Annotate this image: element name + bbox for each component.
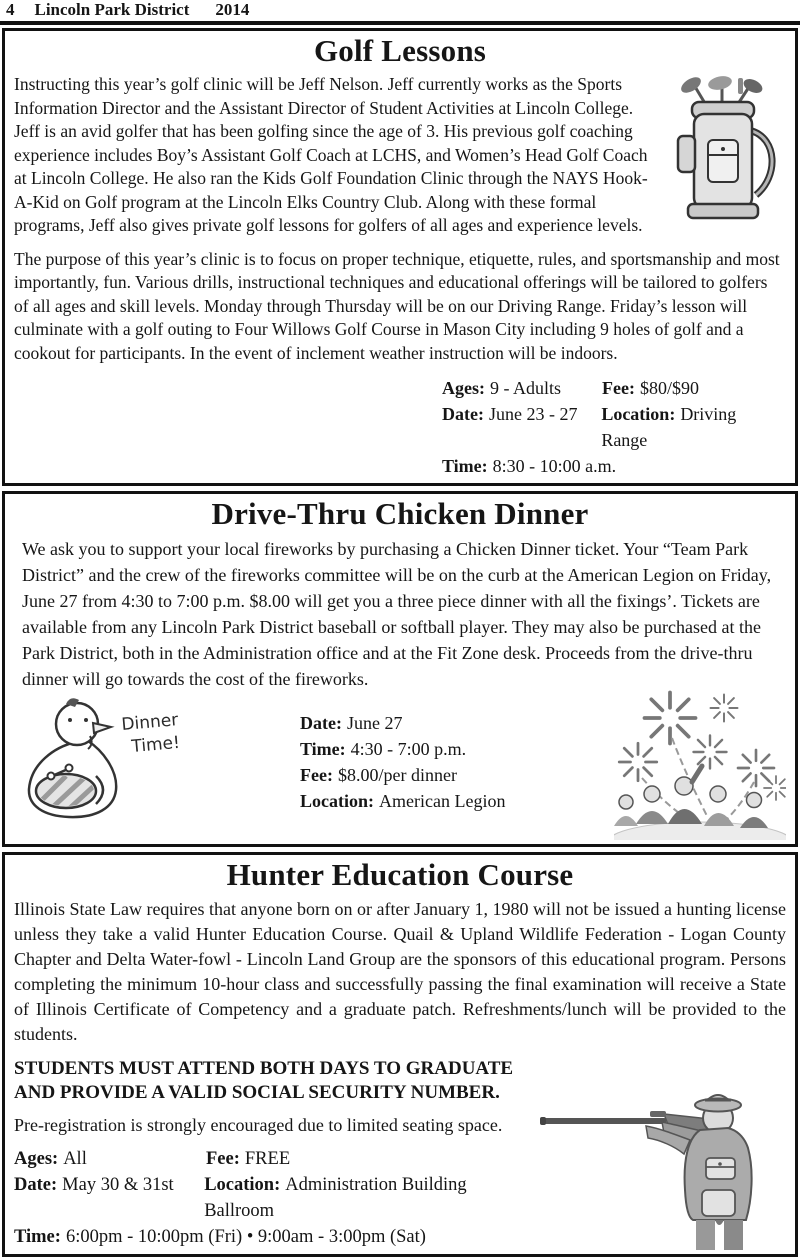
golf-detail-row — [442, 375, 786, 401]
hunter-detail-row — [14, 1146, 538, 1172]
hunter-time-label: Time: — [14, 1227, 61, 1247]
year-label: 2014 — [215, 0, 250, 19]
dinner-detail-row — [300, 788, 505, 814]
section-hunter-education — [2, 852, 798, 1257]
dinner-location-value: American Legion — [379, 791, 506, 811]
hunter-date-value: May 30 & 31st — [62, 1175, 174, 1195]
dinner-paragraph: We ask you to support your local fireworks by purchasing a Chicken Dinner ticket. Your “Team Park District” and the crew of the fireworks committee will be on the curb at the American Legion on Friday, June 27 from 4:30 to 7:00 p.m. $8.00 will get you a three piece dinner with all the fixings’. Tickets are available from any Lincoln Park District baseball or softball player. They may also be purchased at the Park District, both in the Administration office and at the Fit Zone desk. Proceeds from the drive-thru dinner will go towards the cost of the fireworks. — [22, 539, 772, 689]
dinner-speech-line2: Time! — [130, 732, 181, 757]
dinner-time-value: 4:30 - 7:00 p.m. — [350, 739, 467, 759]
golf-date-value: June 23 - 27 — [488, 404, 578, 424]
dinner-detail-row — [300, 710, 505, 736]
dinner-location-label: Location: — [300, 791, 374, 811]
hunter-fee-value: FREE — [244, 1149, 291, 1169]
page-number: 4 — [6, 0, 15, 19]
hunter-paragraph: Illinois State Law requires that anyone born on or after January 1, 1980 will not be issued a hunting license unless they take a valid Hunter Education Course. Quail & Upland Wildlife Federation - Logan County Chapter and Delta Water-fowl - Lincoln Land Group are the sponsors of this educational program. Persons completing the minimum 10-hour class and successfully passing the final examination will receive a State of Illinois Certificate of Competency and a graduate patch. Refreshments/lunch will be provided to the students. — [14, 899, 786, 1044]
golf-bag-icon — [664, 75, 786, 225]
dinner-detail-row — [300, 762, 505, 788]
hunter-ages-label: Ages: — [14, 1149, 59, 1169]
page-header — [0, 0, 800, 25]
hunter-left-column — [14, 1055, 538, 1250]
dinner-fee-value: $8.00/per dinner — [337, 765, 457, 785]
section-chicken-dinner — [2, 491, 798, 847]
dinner-date-label: Date: — [300, 713, 342, 733]
golf-time-value: 8:30 - 10:00 a.m. — [492, 456, 617, 476]
dinner-bottom-row — [14, 694, 786, 840]
dinner-detail-row — [300, 736, 505, 762]
hunter-time-value: 6:00pm - 10:00pm (Fri) • 9:00am - 3:00pm (Sat) — [65, 1227, 426, 1247]
hunter-bottom-row — [14, 1055, 786, 1250]
golf-details — [442, 375, 786, 479]
golf-fee-value: $80/$90 — [639, 378, 699, 398]
golf-fee-label: Fee: — [602, 378, 635, 398]
golf-detail-row — [442, 453, 786, 479]
hunter-ages-value: All — [63, 1149, 87, 1169]
hunter-date-label: Date: — [14, 1175, 58, 1195]
dinner-fee-label: Fee: — [300, 765, 333, 785]
hunter-section-title: Hunter Education Course — [226, 857, 574, 892]
golf-date-label: Date: — [442, 404, 484, 424]
golf-detail-row — [442, 401, 786, 453]
dinner-date-value: June 27 — [346, 713, 403, 733]
hunter-location-value: Administration Building Ballroom — [204, 1175, 467, 1221]
hunter-shooter-icon — [538, 1078, 786, 1250]
golf-ages-label: Ages: — [442, 378, 485, 398]
dinner-details — [300, 710, 505, 814]
section-golf-lessons — [2, 28, 798, 486]
fireworks-crowd-icon — [614, 690, 786, 840]
hunter-notice: STUDENTS MUST ATTEND BOTH DAYS TO GRADUATE AND PROVIDE A VALID SOCIAL SECURITY NUMBER. — [14, 1058, 514, 1103]
golf-location-label: Location: — [601, 404, 676, 424]
hunter-detail-row — [14, 1172, 538, 1224]
chicken-dinner-time-icon — [14, 694, 214, 820]
hunter-location-label: Location: — [204, 1175, 281, 1195]
dinner-speech-line1: Dinner — [120, 710, 180, 735]
hunter-fee-label: Fee: — [206, 1149, 240, 1169]
golf-section-title: Golf Lessons — [313, 33, 487, 68]
golf-ages-value: 9 - Adults — [490, 378, 562, 398]
district-title: Lincoln Park District — [34, 0, 190, 19]
dinner-section-title: Drive-Thru Chicken Dinner — [211, 496, 589, 531]
golf-paragraph-intro: Instructing this year’s golf clinic will be Jeff Nelson. Jeff currently works as the Sports Information Director and the Assistant Director of Student Activities at Lincoln College. Jeff is an avid golfer that has been golfing since the age of 3. His previous golf coaching experience includes Boy’s Assistant Golf Coach at LCHS, and Women’s Head Golf Coach at Lincoln College. He also ran the Kids Golf Foundation Clinic through the NAYS Hook-A-Kid on Golf program at the Lincoln Elks Country Club. Along with these formal programs, Jeff also gives private golf lessons for golfers of all ages and experience levels. — [14, 74, 648, 235]
golf-time-label: Time: — [442, 456, 488, 476]
golf-paragraph-purpose: The purpose of this year’s clinic is to focus on proper technique, etiquette, rules, and sportsmanship and most importantly, fun. Various drills, instructional techniques and educational offerings will be tailored to golfers of all ages and skill levels. Monday through Thursday will be on our Driving Range. Friday’s lesson will culminate with a golf outing to Four Willows Golf Course in Mason City including 9 holes of golf and a cookout for participants. In the event of inclement weather instruction will be indoors. — [14, 248, 780, 363]
golf-location-value: Driving Range — [601, 404, 737, 450]
dinner-time-label: Time: — [300, 739, 346, 759]
hunter-detail-row — [14, 1224, 538, 1250]
hunter-details — [14, 1146, 538, 1250]
hunter-preregistration-note: Pre-registration is strongly encouraged due to limited seating space. — [14, 1115, 503, 1135]
